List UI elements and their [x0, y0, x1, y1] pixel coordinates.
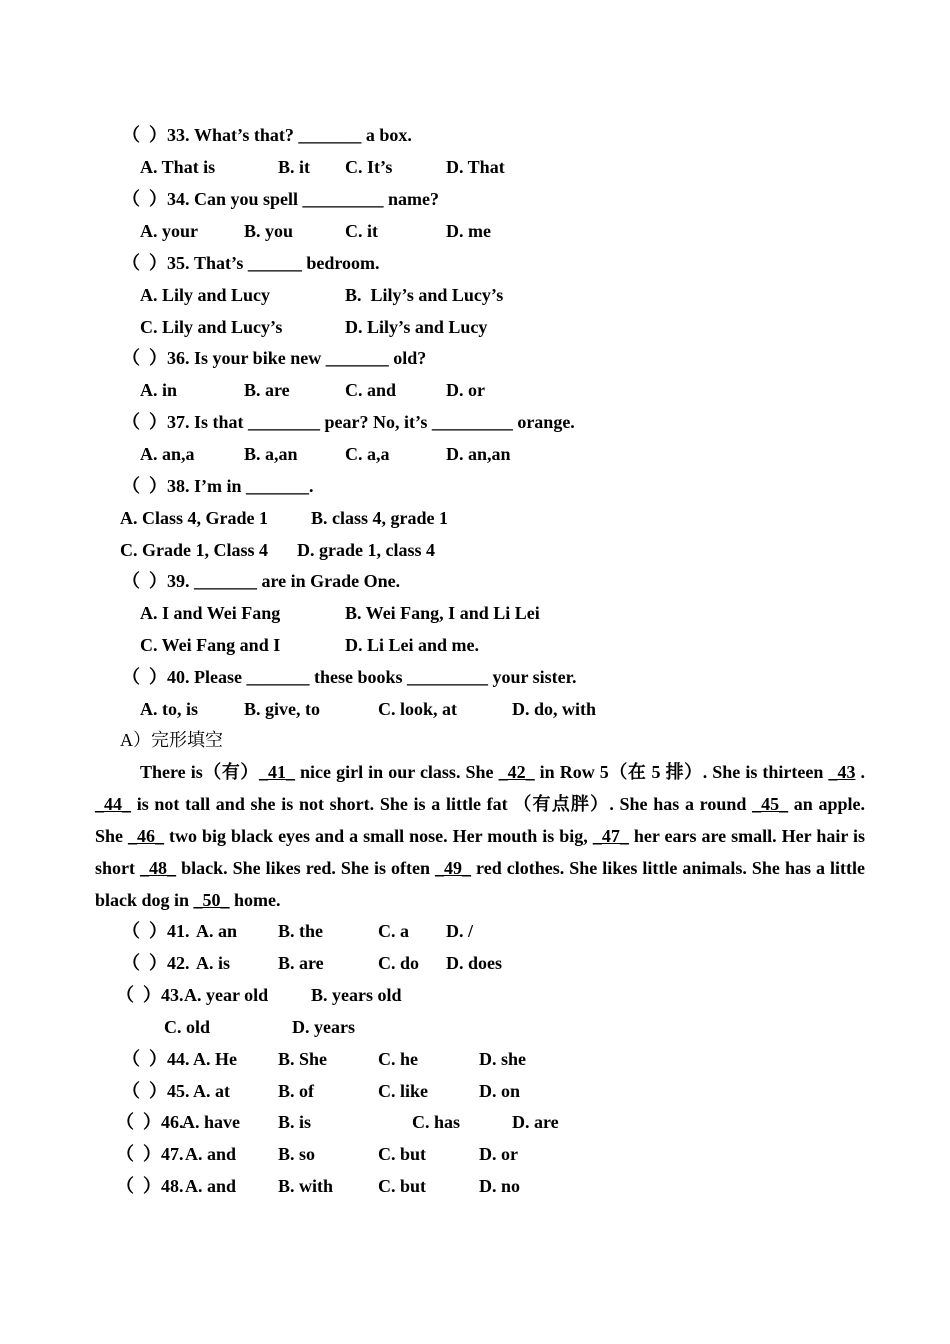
blank-47: _47_ [592, 826, 629, 846]
option: D. or [446, 380, 485, 400]
option: D. does [446, 953, 503, 973]
option: A. and [185, 1144, 237, 1164]
option: C. Wei Fang and I [140, 635, 281, 655]
cloze-item-48: （ ）48. [116, 1176, 184, 1196]
cloze-passage: There is（有）_41_ nice girl in our class. She _42_ in Row 5（在 5 排）. She is thirteen _43 . _44_ is not tall and she is not short. She is a little fat （有点胖）. She has a round _45_ an apple. She _46_ two big black eyes and a small nose. Her mouth is big, _47_ her ears are small. Her hair is short _48_ black. She likes red. She is often _49_ red clothes. She likes little animals. She has a little black dog in _50_ home. [95, 762, 866, 910]
question-34-stem: （ ）34. Can you spell _________ name? [122, 189, 440, 209]
option: C. a,a [345, 444, 390, 464]
blank-41: _41_ [258, 762, 295, 782]
option: B. you [244, 221, 294, 241]
option: C. and [345, 380, 397, 400]
option: C. has [412, 1112, 461, 1132]
question-40-stem: （ ）40. Please _______ these books _________ your sister. [122, 667, 577, 687]
option: B. give, to [244, 699, 320, 719]
option: D. do, with [512, 699, 597, 719]
option: D. me [446, 221, 491, 241]
option: C. it [345, 221, 378, 241]
option: A. an [196, 921, 238, 941]
question-36-stem: （ ）36. Is your bike new _______ old? [122, 348, 427, 368]
option: D. an,an [446, 444, 511, 464]
option: B. years old [311, 985, 402, 1005]
cloze-item-44: （ ）44. [122, 1049, 190, 1069]
option: D. are [512, 1112, 559, 1132]
option: A. and [185, 1176, 237, 1196]
option: A. Lily and Lucy [140, 285, 271, 305]
option: B. class 4, grade 1 [311, 508, 448, 528]
option: C. look, at [378, 699, 458, 719]
option: B. a,an [244, 444, 298, 464]
option: A. your [140, 221, 198, 241]
option: B. are [278, 953, 324, 973]
option: B. it [278, 157, 311, 177]
option: A. Class 4, Grade 1 [120, 508, 268, 528]
blank-46: _46_ [128, 826, 165, 846]
question-39-stem: （ ）39. _______ are in Grade One. [122, 571, 401, 591]
option: B. Wei Fang, I and Li Lei [345, 603, 540, 623]
cloze-item-42: （ ）42. [122, 953, 190, 973]
option: A. is [196, 953, 231, 973]
option: C. like [378, 1081, 429, 1101]
cloze-heading: A）完形填空 [120, 730, 223, 750]
option: C. but [378, 1144, 427, 1164]
option: C. Lily and Lucy’s [140, 317, 283, 337]
option: D. she [479, 1049, 527, 1069]
blank-43: _43 [828, 762, 856, 782]
option: C. It’s [345, 157, 393, 177]
option: D. on [479, 1081, 521, 1101]
blank-42: _42_ [498, 762, 535, 782]
option: D. or [479, 1144, 518, 1164]
option: A. He [193, 1049, 237, 1069]
blank-49: _49_ [435, 858, 472, 878]
cloze-item-46: （ ）46. [116, 1112, 184, 1132]
option: B. is [278, 1112, 312, 1132]
option: C. Grade 1, Class 4 [120, 540, 268, 560]
question-35-stem: （ ）35. That’s ______ bedroom. [122, 253, 380, 273]
blank-44: _44_ [95, 794, 131, 814]
option: D. years [292, 1017, 355, 1037]
option: A. I and Wei Fang [140, 603, 281, 623]
option: C. but [378, 1176, 427, 1196]
question-38-stem: （ ）38. I’m in _______. [122, 476, 314, 496]
option: B. are [244, 380, 290, 400]
option: A. at [193, 1081, 230, 1101]
option: C. old [164, 1017, 211, 1037]
option: B. of [278, 1081, 314, 1101]
option: C. a [378, 921, 409, 941]
blank-50: _50_ [193, 890, 230, 910]
option: C. do [378, 953, 420, 973]
option: A. have [182, 1112, 240, 1132]
option: A. to, is [140, 699, 198, 719]
option: D. That [446, 157, 505, 177]
cloze-item-47: （ ）47. [116, 1144, 184, 1164]
option: B. with [278, 1176, 334, 1196]
option: A. in [140, 380, 178, 400]
option: C. he [378, 1049, 418, 1069]
blank-48: _48_ [140, 858, 177, 878]
option: B. She [278, 1049, 328, 1069]
option: D. Li Lei and me. [345, 635, 480, 655]
blank-45: _45_ [752, 794, 789, 814]
option: D. / [446, 921, 473, 941]
option: D. Lily’s and Lucy [345, 317, 488, 337]
option: B. so [278, 1144, 316, 1164]
question-33-stem: （ ）33. What’s that? _______ a box. [122, 125, 412, 145]
cloze-item-43: （ ）43. [116, 985, 184, 1005]
option: D. no [479, 1176, 521, 1196]
option: A. year old [184, 985, 269, 1005]
option: D. grade 1, class 4 [297, 540, 435, 560]
option: A. an,a [140, 444, 195, 464]
cloze-item-41: （ ）41. [122, 921, 190, 941]
cloze-item-45: （ ）45. [122, 1081, 190, 1101]
option: B. Lily’s and Lucy’s [345, 285, 504, 305]
option: B. the [278, 921, 323, 941]
question-37-stem: （ ）37. Is that ________ pear? No, it’s _________ orange. [122, 412, 575, 432]
option: A. That is [140, 157, 216, 177]
